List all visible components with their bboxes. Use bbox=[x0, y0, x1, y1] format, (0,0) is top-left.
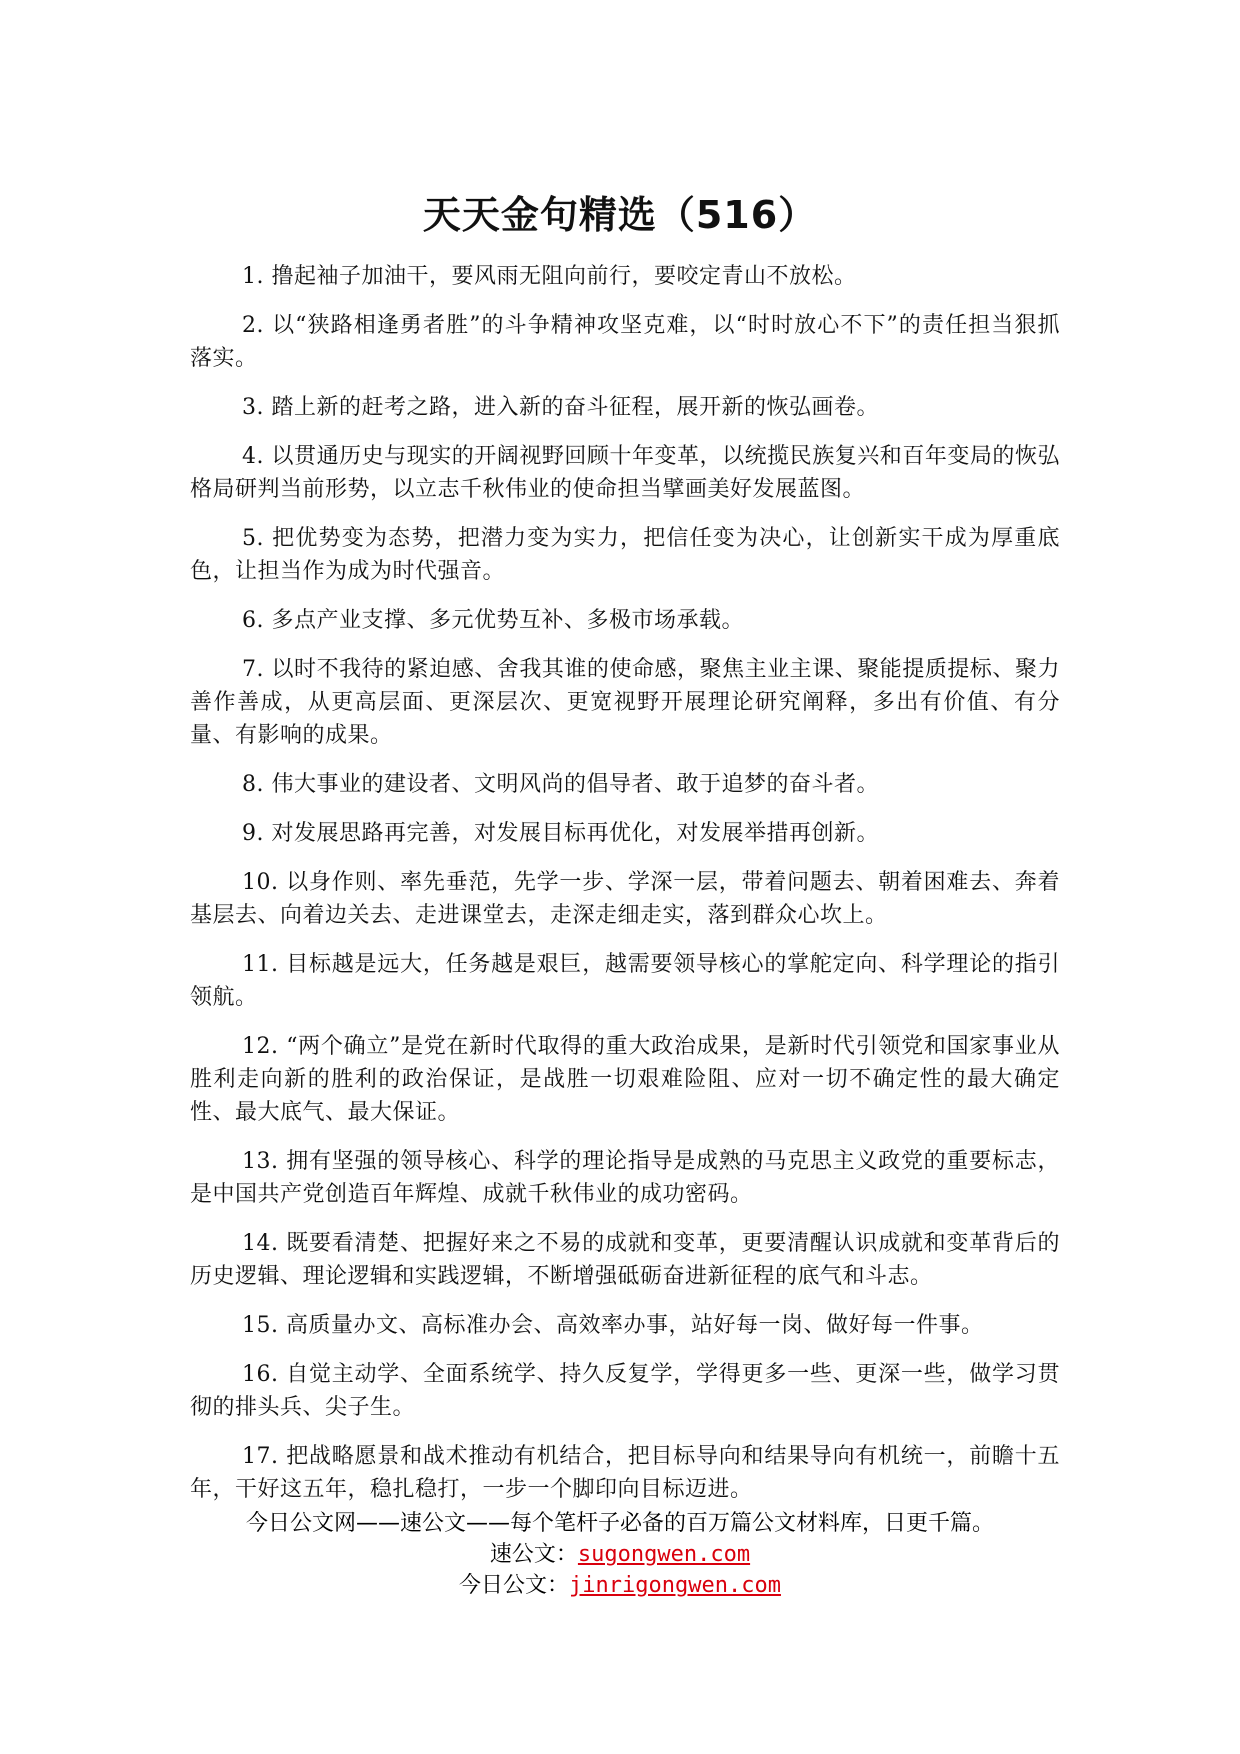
jinrigongwen-link[interactable]: jinrigongwen.com bbox=[569, 1573, 781, 1598]
document-body bbox=[190, 260, 1060, 1522]
footer-line-jinrigongwen bbox=[0, 1570, 1240, 1601]
sugongwen-link[interactable]: sugongwen.com bbox=[577, 1542, 751, 1567]
quote-item-12: 12. “两个确立”是党在新时代取得的重大政治成果，是新时代引领党和国家事业从胜利走向新的胜利的政治保证，是战胜一切艰难险阻、应对一切不确定性的最大确定性、最大底气、最大保证。 bbox=[190, 1034, 1060, 1125]
quote-item-16: 16. 自觉主动学、全面系统学、持久反复学，学得更多一些、更深一些，做学习贯彻的排头兵、尖子生。 bbox=[190, 1362, 1060, 1420]
quote-item-4: 4. 以贯通历史与现实的开阔视野回顾十年变革，以统揽民族复兴和百年变局的恢弘格局研判当前形势，以立志千秋伟业的使命担当擘画美好发展蓝图。 bbox=[190, 444, 1060, 502]
footer-jinrigongwen-label: 今日公文： bbox=[459, 1573, 570, 1598]
quote-item-8: 8. 伟大事业的建设者、文明风尚的倡导者、敢于追梦的奋斗者。 bbox=[242, 772, 879, 797]
footer-tagline: 今日公文网——速公文——每个笔杆子必备的百万篇公文材料库，日更千篇。 bbox=[245, 1511, 994, 1536]
quote-item-1: 1. 撸起袖子加油干，要风雨无阻向前行，要咬定青山不放松。 bbox=[242, 264, 857, 289]
footer-line-sugongwen bbox=[0, 1539, 1240, 1570]
quote-item-9: 9. 对发展思路再完善，对发展目标再优化，对发展举措再创新。 bbox=[242, 821, 879, 846]
quote-item-7: 7. 以时不我待的紧迫感、舍我其谁的使命感，聚焦主业主课、聚能提质提标、聚力善作善成，从更高层面、更深层次、更宽视野开展理论研究阐释，多出有价值、有分量、有影响的成果。 bbox=[190, 657, 1060, 748]
footer bbox=[0, 1508, 1240, 1601]
quote-item-3: 3. 踏上新的赶考之路，进入新的奋斗征程，展开新的恢弘画卷。 bbox=[242, 395, 879, 420]
document-title: 天天金句精选（516） bbox=[422, 193, 818, 237]
quote-item-5: 5. 把优势变为态势，把潜力变为实力，把信任变为决心，让创新实干成为厚重底色，让担当作为成为时代强音。 bbox=[190, 526, 1060, 584]
quote-item-17: 17. 把战略愿景和战术推动有机结合，把目标导向和结果导向有机统一，前瞻十五年，干好这五年，稳扎稳打，一步一个脚印向目标迈进。 bbox=[190, 1444, 1060, 1502]
quote-item-2: 2. 以“狭路相逢勇者胜”的斗争精神攻坚克难，以“时时放心不下”的责任担当狠抓落实。 bbox=[190, 313, 1060, 371]
footer-sugongwen-label: 速公文： bbox=[489, 1542, 578, 1567]
quote-item-15: 15. 高质量办文、高标准办会、高效率办事，站好每一岗、做好每一件事。 bbox=[242, 1313, 984, 1338]
quote-item-10: 10. 以身作则、率先垂范，先学一步、学深一层，带着问题去、朝着困难去、奔着基层去、向着边关去、走进课堂去，走深走细走实，落到群众心坎上。 bbox=[190, 870, 1060, 928]
quote-item-13: 13. 拥有坚强的领导核心、科学的理论指导是成熟的马克思主义政党的重要标志，是中国共产党创造百年辉煌、成就千秋伟业的成功密码。 bbox=[190, 1149, 1060, 1207]
quote-item-14: 14. 既要看清楚、把握好来之不易的成就和变革，更要清醒认识成就和变革背后的历史逻辑、理论逻辑和实践逻辑，不断增强砥砺奋进新征程的底气和斗志。 bbox=[190, 1231, 1060, 1289]
quote-item-11: 11. 目标越是远大，任务越是艰巨，越需要领导核心的掌舵定向、科学理论的指引领航。 bbox=[190, 952, 1060, 1010]
quote-item-6: 6. 多点产业支撑、多元优势互补、多极市场承载。 bbox=[242, 608, 744, 633]
